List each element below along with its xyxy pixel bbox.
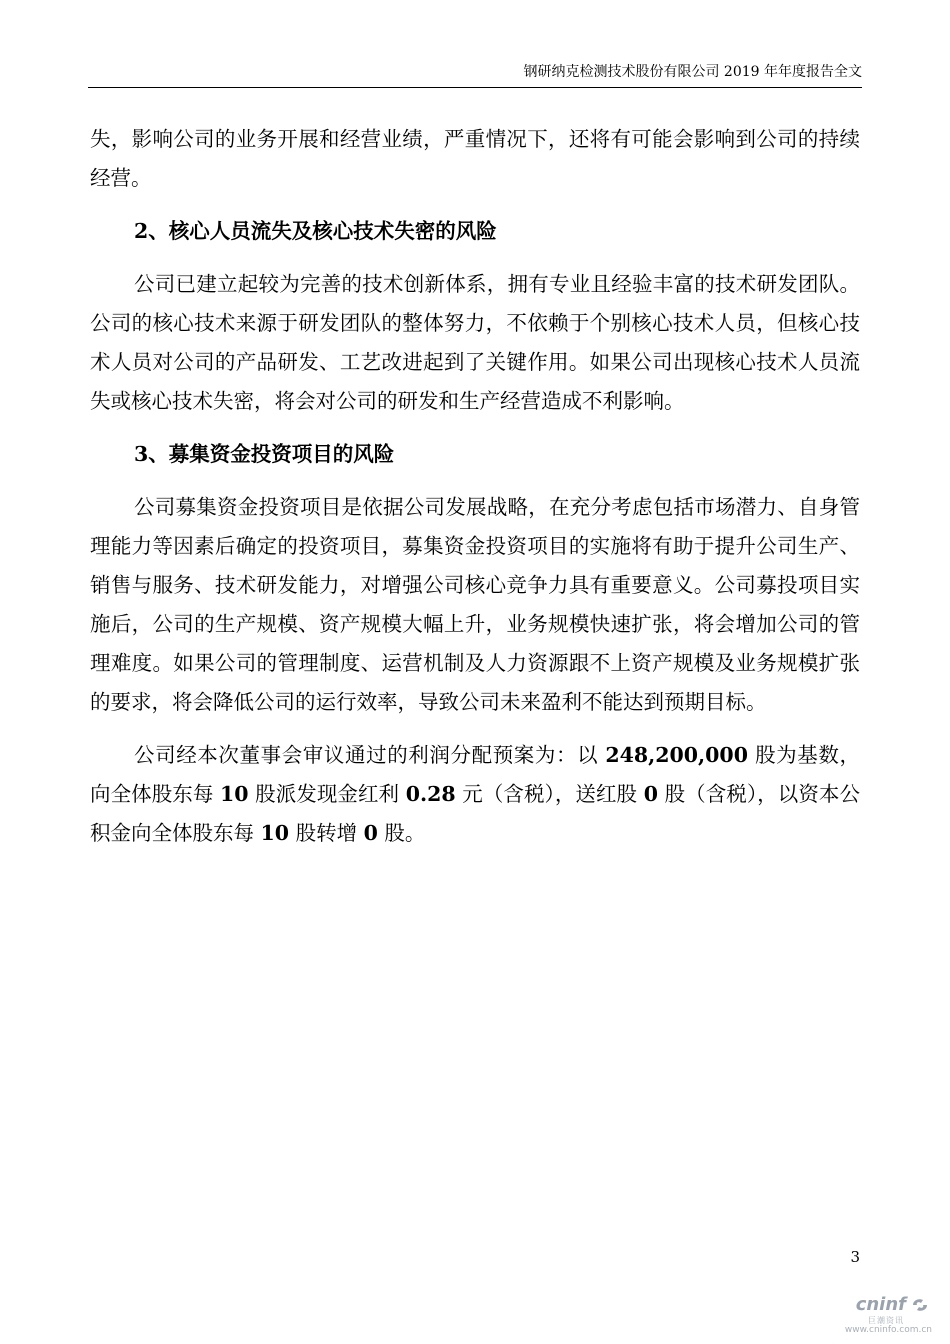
dividend-cash-amount: 0.28 <box>405 782 456 806</box>
cninfo-logo <box>832 1294 932 1338</box>
dividend-text-6: 股转增 <box>289 821 364 845</box>
header-divider <box>88 87 862 88</box>
dividend-text-3: 股派发现金红利 <box>248 782 406 806</box>
dividend-text-4: 元（含税），送红股 <box>455 782 644 806</box>
section-3-paragraph: 公司募集资金投资项目是依据公司发展战略，在充分考虑包括市场潜力、自身管理能力等因素后确定的投资项目，募集资金投资项目的实施将有助于提升公司生产、销售与服务、技术研发能力，对增强公司核心竞争力具有重要意义。公司募投项目实施后，公司的生产规模、资产规模大幅上升，业务规模快速扩张，将会增加公司的管理难度。如果公司的管理制度、运营机制及人力资源跟不上资产规模及业务规模扩张的要求，将会降低公司的运行效率，导致公司未来盈利不能达到预期目标。 <box>90 495 860 714</box>
dividend-per-shares-2: 10 <box>260 821 290 845</box>
logo-url: www.cninfo.com.cn <box>844 1325 932 1335</box>
dividend-transfer-shares: 0 <box>363 821 378 845</box>
continuation-paragraph: 失，影响公司的业务开展和经营业绩，严重情况下，还将有可能会影响到公司的持续经营。 <box>90 127 860 190</box>
section-2-paragraph: 公司已建立起较为完善的技术创新体系，拥有专业且经验丰富的技术研发团队。公司的核心技术来源于研发团队的整体努力，不依赖于个别核心技术人员，但核心技术人员对公司的产品研发、工艺改进起到了关键作用。如果公司出现核心技术人员流失或核心技术失密，将会对公司的研发和生产经营造成不利影响。 <box>90 272 860 413</box>
dividend-text-5: 股（含税），以资本公积金向全体股东每 <box>90 782 860 845</box>
logo-chinese-name: 巨潮资讯 <box>868 1316 904 1325</box>
document-body <box>90 120 860 853</box>
logo-swirl-icon <box>910 1296 930 1314</box>
section-2-title: 2、核心人员流失及核心技术失密的风险 <box>134 219 497 243</box>
dividend-base-shares: 248,200,000 <box>605 743 748 767</box>
report-header-title: 钢研纳克检测技术股份有限公司 2019 年年度报告全文 <box>523 64 862 80</box>
dividend-text-1: 公司经本次董事会审议通过的利润分配预案为：以 <box>134 743 606 767</box>
logo-wordmark: cninf <box>855 1294 906 1315</box>
page-number: 3 <box>850 1248 860 1266</box>
section-3-title: 3、募集资金投资项目的风险 <box>134 442 395 466</box>
dividend-text-2: 股为基数，向全体股东每 <box>90 743 860 806</box>
dividend-per-shares-1: 10 <box>220 782 249 806</box>
dividend-paragraph <box>90 736 860 853</box>
dividend-text-7: 股。 <box>377 821 426 845</box>
dividend-bonus-shares: 0 <box>643 782 658 806</box>
